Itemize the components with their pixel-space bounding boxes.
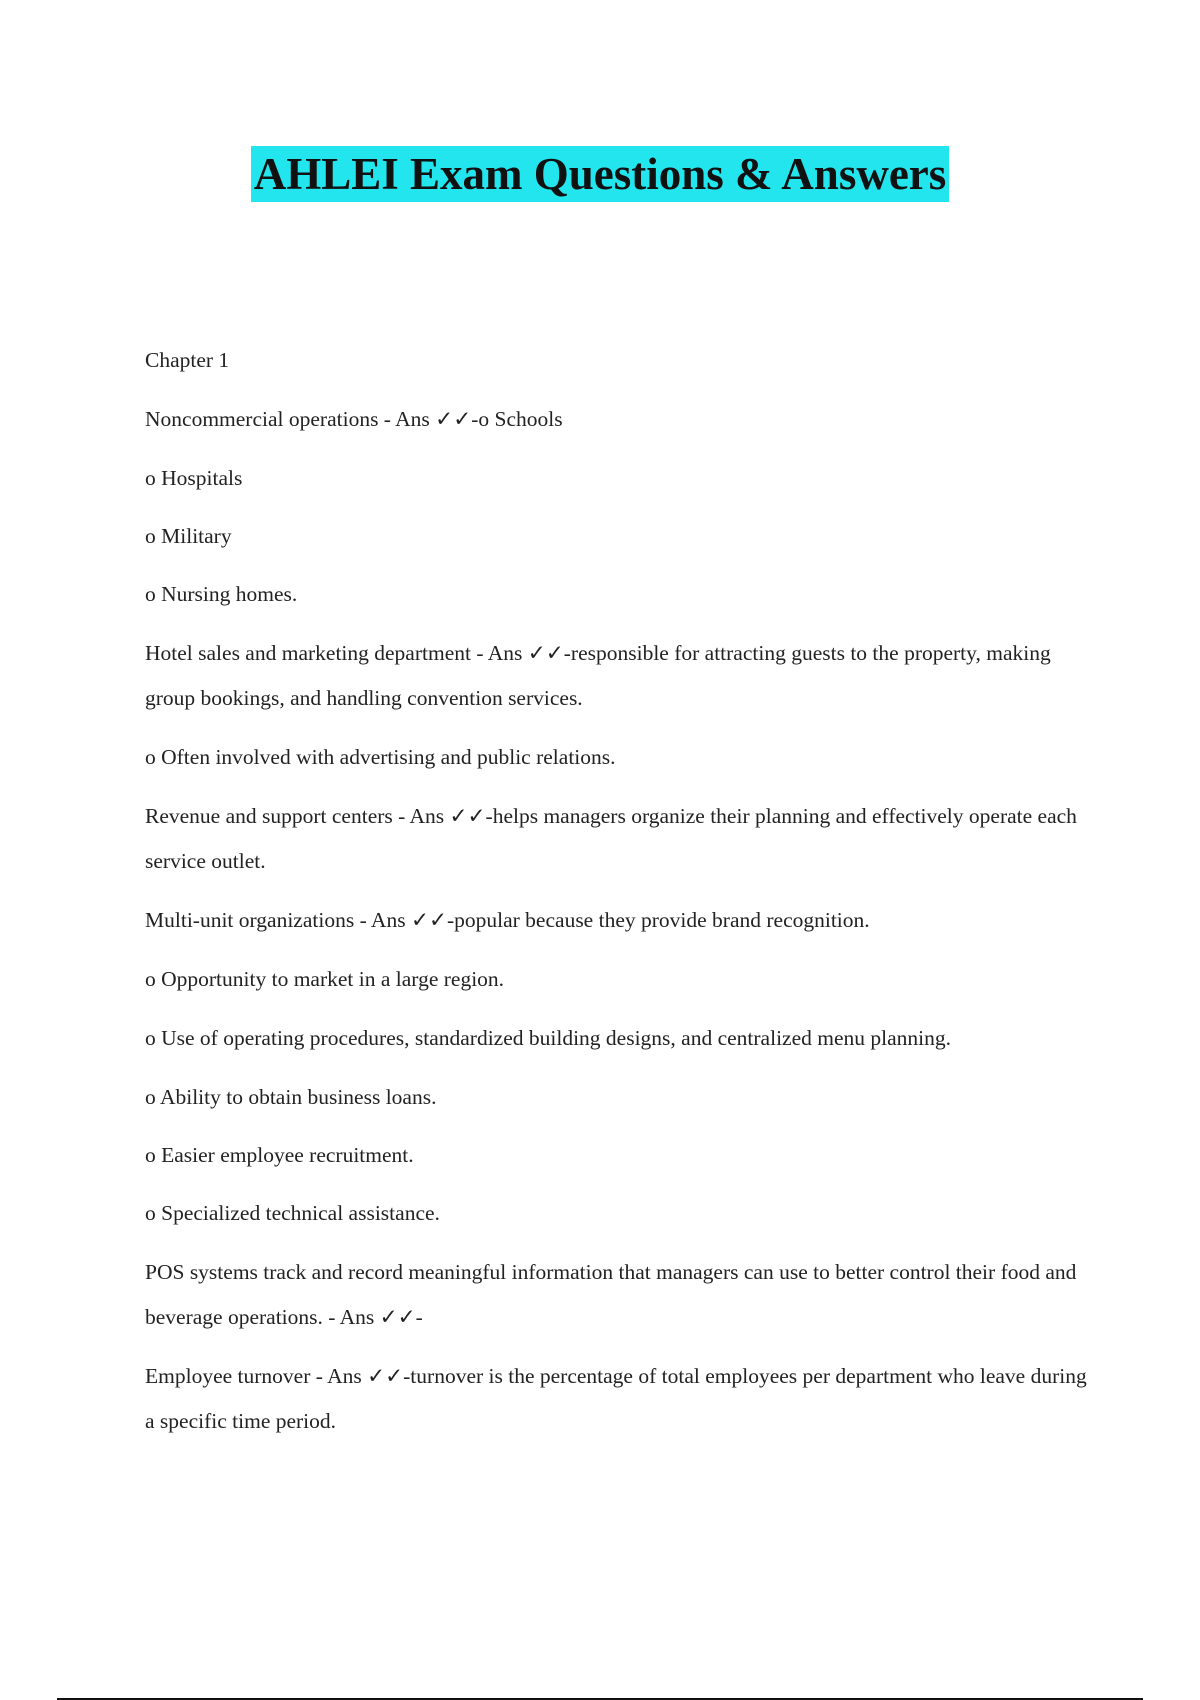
paragraph: Hotel sales and marketing department - Ans ✓✓-responsible for attracting guests to the property, making group bookings, and handling convention services.: [145, 641, 1051, 710]
paragraph: Employee turnover - Ans ✓✓-turnover is the percentage of total employees per department who leave during a specific time period.: [145, 1364, 1087, 1433]
paragraph: Revenue and support centers - Ans ✓✓-helps managers organize their planning and effectively operate each service outlet.: [145, 804, 1077, 873]
paragraph: o Opportunity to market in a large region.: [145, 967, 505, 991]
paragraph: o Often involved with advertising and public relations.: [145, 745, 616, 769]
paragraph: POS systems track and record meaningful information that managers can use to better control their food and beverage operations. - Ans ✓✓-: [145, 1260, 1077, 1329]
paragraph: o Easier employee recruitment.: [145, 1143, 414, 1167]
title-wrap: [0, 146, 1200, 202]
paragraph: o Specialized technical assistance.: [145, 1201, 440, 1225]
paragraph: Noncommercial operations - Ans ✓✓-o Schools: [145, 407, 563, 431]
paragraph: o Hospitals: [145, 466, 243, 490]
paragraph: o Military: [145, 524, 232, 548]
paragraph: o Use of operating procedures, standardized building designs, and centralized menu planning.: [145, 1026, 952, 1050]
document-body: [145, 338, 1095, 1458]
paragraph: o Ability to obtain business loans.: [145, 1085, 437, 1109]
document-title: AHLEI Exam Questions & Answers: [251, 146, 950, 202]
paragraph: o Nursing homes.: [145, 582, 298, 606]
chapter-heading: Chapter 1: [145, 348, 230, 372]
paragraph: Multi-unit organizations - Ans ✓✓-popular because they provide brand recognition.: [145, 908, 870, 932]
